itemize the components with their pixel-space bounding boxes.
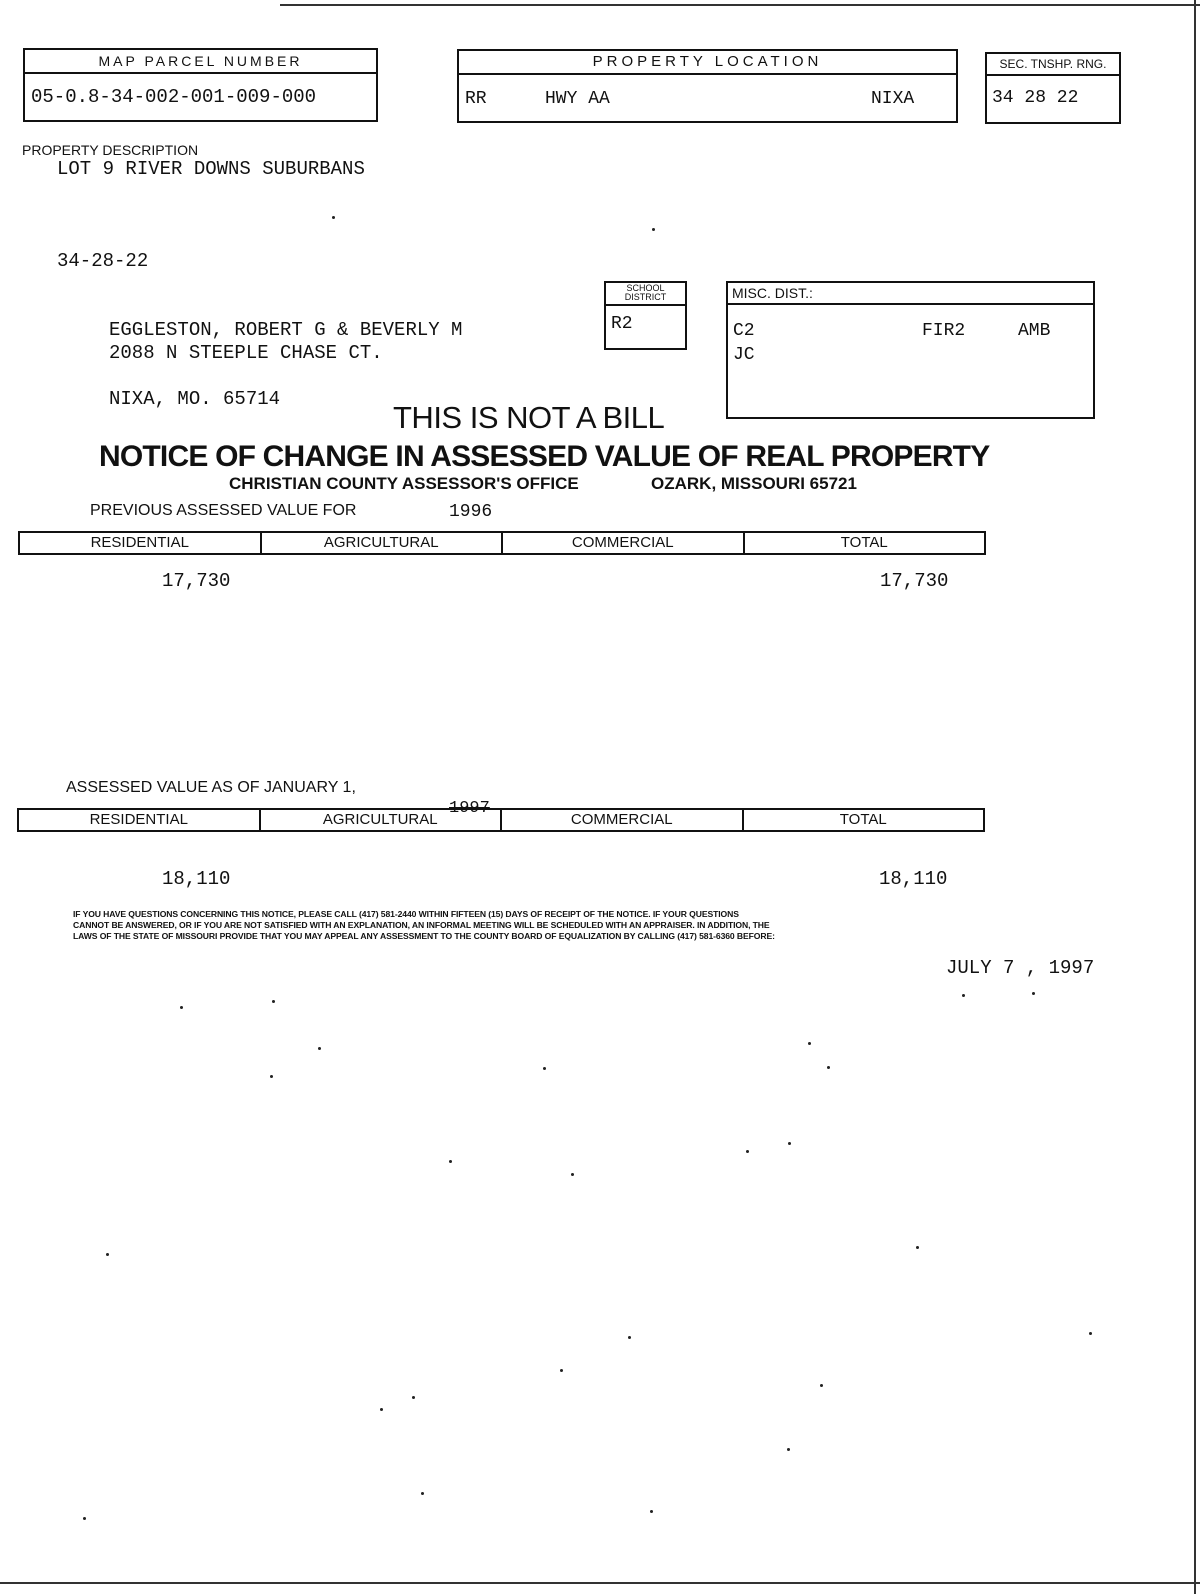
school-district-label-line2: DISTRICT xyxy=(624,292,667,302)
notice-heading: NOTICE OF CHANGE IN ASSESSED VALUE OF REAL PROPERTY xyxy=(99,440,990,473)
previous-value-table-header xyxy=(18,531,986,555)
scan-speck xyxy=(270,1075,273,1078)
scan-speck xyxy=(962,994,965,997)
current-total-value: 18,110 xyxy=(879,868,948,890)
scan-edge-bottom xyxy=(0,1582,1200,1584)
assessor-office-city: OZARK, MISSOURI 65721 xyxy=(651,474,857,493)
property-location-box xyxy=(457,49,958,123)
appeal-notice xyxy=(73,909,775,942)
previous-col-commercial: COMMERCIAL xyxy=(503,533,745,553)
misc-district-amb: AMB xyxy=(1018,321,1051,341)
scan-speck xyxy=(83,1517,86,1520)
section-township-range-value: 34 28 22 xyxy=(992,88,1079,108)
misc-district-fire: FIR2 xyxy=(922,321,966,341)
map-parcel-number: 05-0.8-34-002-001-009-000 xyxy=(31,86,317,108)
previous-residential-value: 17,730 xyxy=(162,570,231,592)
location-city: NIXA xyxy=(871,89,915,109)
current-residential-value: 18,110 xyxy=(162,868,231,890)
scan-speck xyxy=(820,1384,823,1387)
assessor-office: CHRISTIAN COUNTY ASSESSOR'S OFFICE xyxy=(229,474,579,493)
owner-name: EGGLESTON, ROBERT G & BEVERLY M xyxy=(109,319,463,341)
scan-speck xyxy=(652,228,655,231)
scan-edge-right xyxy=(1194,0,1196,1594)
previous-col-residential: RESIDENTIAL xyxy=(20,533,262,553)
scan-speck xyxy=(1032,992,1035,995)
scan-speck xyxy=(650,1510,653,1513)
school-district-box xyxy=(604,281,687,350)
misc-district-jc: JC xyxy=(733,345,755,365)
scan-speck xyxy=(318,1047,321,1050)
current-col-residential: RESIDENTIAL xyxy=(19,810,261,830)
scan-edge-top xyxy=(280,4,1200,6)
property-description-value: LOT 9 RIVER DOWNS SUBURBANS xyxy=(57,158,365,180)
appeal-notice-line2: CANNOT BE ANSWERED, OR IF YOU ARE NOT SATISFIED WITH AN EXPLANATION, AN INFORMAL MEETING WILL BE SCHEDULED WITH AN APPRAISER. IN ADDITION, THE xyxy=(73,920,770,930)
misc-district-label: MISC. DIST.: xyxy=(728,283,1093,305)
scan-speck xyxy=(1089,1332,1092,1335)
property-location-label: PROPERTY LOCATION xyxy=(459,51,956,75)
scan-speck xyxy=(449,1160,452,1163)
school-district-value: R2 xyxy=(611,314,633,334)
scan-speck xyxy=(787,1448,790,1451)
school-district-label-line1: SCHOOL xyxy=(626,283,665,293)
sec-twp-rng-code: 34-28-22 xyxy=(57,250,149,272)
current-col-total: TOTAL xyxy=(839,811,887,828)
previous-col-agricultural: AGRICULTURAL xyxy=(262,533,504,553)
previous-col-total: TOTAL xyxy=(840,534,888,551)
previous-total-value: 17,730 xyxy=(880,570,949,592)
not-a-bill-heading: THIS IS NOT A BILL xyxy=(393,400,665,435)
section-township-range-box xyxy=(985,52,1121,124)
map-parcel-box xyxy=(23,48,378,122)
map-parcel-label: MAP PARCEL NUMBER xyxy=(25,50,376,74)
current-value-year: 1997 xyxy=(449,799,490,818)
scan-speck xyxy=(628,1336,631,1339)
scan-speck xyxy=(272,1000,275,1003)
scan-speck xyxy=(543,1067,546,1070)
scan-speck xyxy=(380,1408,383,1411)
scan-speck xyxy=(332,216,335,219)
location-road: RR xyxy=(465,89,487,109)
current-value-table-header xyxy=(17,808,985,832)
scan-speck xyxy=(827,1066,830,1069)
misc-district-c2: C2 xyxy=(733,321,755,341)
school-district-label xyxy=(606,283,685,306)
scan-speck xyxy=(421,1492,424,1495)
previous-value-year: 1996 xyxy=(449,502,493,522)
misc-district-box xyxy=(726,281,1095,419)
scan-speck xyxy=(106,1253,109,1256)
current-value-label: ASSESSED VALUE AS OF JANUARY 1, xyxy=(66,779,356,796)
scan-speck xyxy=(412,1396,415,1399)
current-col-agricultural: AGRICULTURAL xyxy=(261,810,503,830)
scan-speck xyxy=(788,1142,791,1145)
owner-street: 2088 N STEEPLE CHASE CT. xyxy=(109,342,383,364)
scan-speck xyxy=(746,1150,749,1153)
appeal-notice-line3: LAWS OF THE STATE OF MISSOURI PROVIDE THAT YOU MAY APPEAL ANY ASSESSMENT TO THE COUNTY BOARD OF EQUALIZATION BY CALLING (417) 581-6360 BEFORE: xyxy=(73,931,775,941)
scan-speck xyxy=(808,1042,811,1045)
current-col-commercial: COMMERCIAL xyxy=(502,810,744,830)
property-location-values xyxy=(459,75,956,123)
scan-speck xyxy=(180,1006,183,1009)
location-street: HWY AA xyxy=(545,89,610,109)
scan-speck xyxy=(916,1246,919,1249)
scan-speck xyxy=(571,1173,574,1176)
appeal-deadline: JULY 7 , 1997 xyxy=(946,957,1095,979)
appeal-notice-line1: IF YOU HAVE QUESTIONS CONCERNING THIS NOTICE, PLEASE CALL (417) 581-2440 WITHIN FIFTEEN (15) DAYS OF RECEIPT OF THE NOTICE. IF YOUR QUESTIONS xyxy=(73,909,739,919)
section-township-range-label: SEC. TNSHP. RNG. xyxy=(987,54,1119,76)
scan-speck xyxy=(560,1369,563,1372)
previous-value-label: PREVIOUS ASSESSED VALUE FOR xyxy=(90,502,357,519)
property-description-label: PROPERTY DESCRIPTION xyxy=(22,142,199,158)
owner-city: NIXA, MO. 65714 xyxy=(109,388,281,410)
